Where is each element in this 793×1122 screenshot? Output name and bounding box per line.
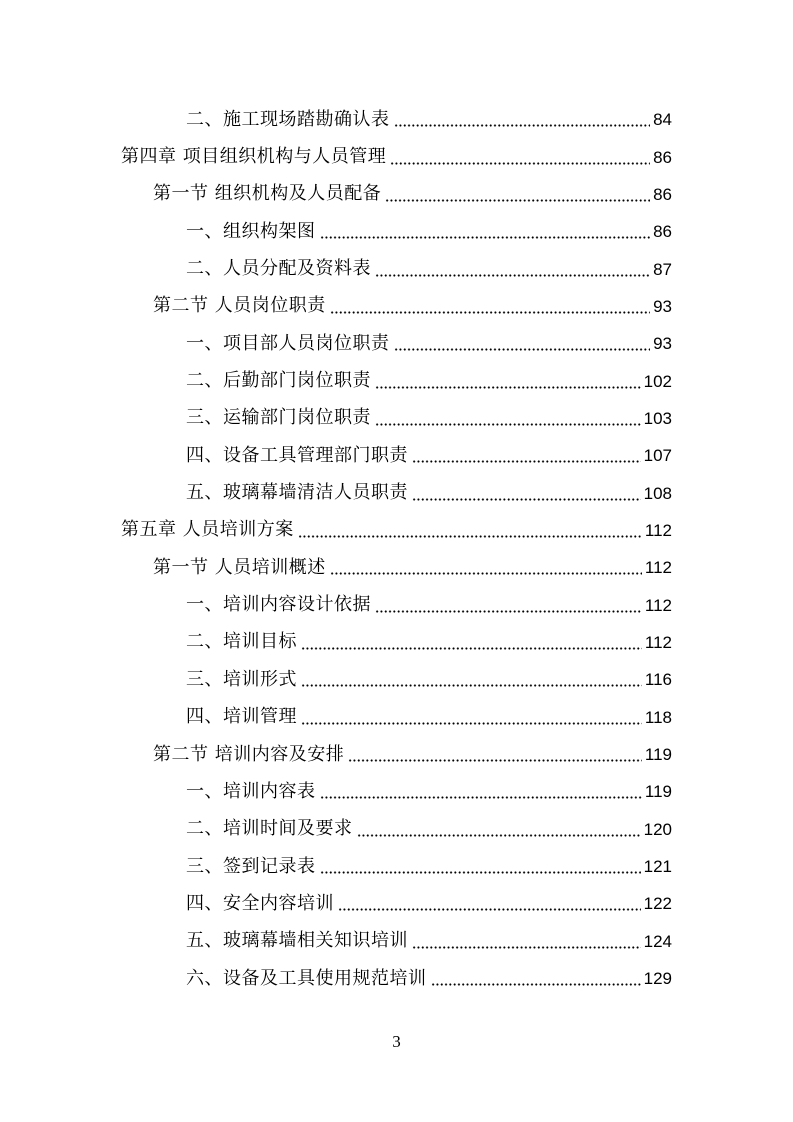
toc-entry-page-number: 119 (644, 782, 672, 802)
toc-entry-page-number: 86 (653, 147, 672, 167)
toc-entry[interactable] (0, 176, 793, 213)
toc-entry-title: 二、培训时间及要求 (186, 818, 353, 840)
toc-entry-title: 第五章 人员培训方案 (121, 519, 294, 541)
toc-entry-title: 一、组织构架图 (186, 220, 316, 242)
dot-leader (338, 908, 641, 911)
toc-entry[interactable] (0, 288, 793, 325)
toc-entry[interactable] (0, 960, 793, 997)
toc-entry-page-number: 93 (653, 296, 672, 316)
toc-entry[interactable] (0, 773, 793, 810)
toc-entry-title: 五、玻璃幕墙清洁人员职责 (186, 482, 408, 504)
toc-entry[interactable] (0, 624, 793, 661)
toc-entry-page-number: 93 (653, 334, 672, 354)
toc-entry-title: 第二节 人员岗位职责 (153, 295, 326, 317)
dot-leader (385, 199, 650, 202)
toc-entry-title: 二、施工现场踏勘确认表 (186, 108, 390, 130)
toc-entry[interactable] (0, 923, 793, 960)
toc-entry-page-number: 129 (643, 969, 672, 989)
toc-entry-page-number: 84 (653, 110, 672, 130)
dot-leader (412, 946, 641, 949)
dot-leader (330, 572, 642, 575)
toc-entry-title: 六、设备及工具使用规范培训 (186, 967, 427, 989)
toc-entry-page-number: 102 (643, 371, 672, 391)
toc-entry[interactable] (0, 400, 793, 437)
toc-entry-title: 一、培训内容表 (186, 780, 316, 802)
page-number: 3 (392, 1032, 401, 1051)
toc-entry-page-number: 112 (644, 595, 672, 615)
dot-leader (375, 386, 641, 389)
toc-entry[interactable] (0, 213, 793, 250)
toc-entry[interactable] (0, 512, 793, 549)
toc-entry-page-number: 87 (653, 259, 672, 279)
toc-entry[interactable] (0, 661, 793, 698)
toc-entry[interactable] (0, 101, 793, 138)
toc-entry-title: 四、设备工具管理部门职责 (186, 444, 408, 466)
dot-leader (298, 535, 642, 538)
toc-entry[interactable] (0, 250, 793, 287)
table-of-contents (0, 101, 793, 997)
toc-entry[interactable] (0, 474, 793, 511)
toc-entry-title: 一、培训内容设计依据 (186, 594, 371, 616)
toc-entry-title: 三、签到记录表 (186, 855, 316, 877)
toc-entry-title: 第一节 人员培训概述 (153, 556, 326, 578)
toc-entry-title: 二、人员分配及资料表 (186, 258, 371, 280)
dot-leader (431, 983, 641, 986)
toc-entry-page-number: 121 (643, 857, 672, 877)
toc-entry-page-number: 108 (643, 483, 672, 503)
dot-leader (375, 423, 641, 426)
toc-entry[interactable] (0, 586, 793, 623)
toc-entry[interactable] (0, 811, 793, 848)
toc-entry[interactable] (0, 138, 793, 175)
dot-leader (412, 460, 641, 463)
toc-entry[interactable] (0, 736, 793, 773)
toc-entry-title: 一、项目部人员岗位职责 (186, 332, 390, 354)
toc-entry-page-number: 124 (643, 931, 672, 951)
dot-leader (390, 162, 650, 165)
toc-entry-page-number: 112 (644, 558, 672, 578)
toc-entry-page-number: 112 (644, 520, 672, 540)
toc-entry-page-number: 103 (643, 408, 672, 428)
toc-entry-title: 第四章 项目组织机构与人员管理 (121, 146, 387, 168)
toc-entry-title: 三、培训形式 (186, 668, 297, 690)
toc-entry-page-number: 119 (644, 745, 672, 765)
toc-entry-title: 四、培训管理 (186, 706, 297, 728)
dot-leader (301, 722, 642, 725)
toc-entry[interactable] (0, 549, 793, 586)
toc-entry[interactable] (0, 362, 793, 399)
toc-entry-page-number: 120 (643, 819, 672, 839)
toc-entry-title: 四、安全内容培训 (186, 892, 334, 914)
dot-leader (394, 124, 651, 127)
toc-entry-title: 二、后勤部门岗位职责 (186, 370, 371, 392)
toc-entry-page-number: 112 (644, 632, 672, 652)
toc-entry-page-number: 107 (643, 446, 672, 466)
dot-leader (375, 610, 642, 613)
toc-entry[interactable] (0, 325, 793, 362)
toc-entry[interactable] (0, 699, 793, 736)
dot-leader (394, 348, 651, 351)
toc-entry[interactable] (0, 885, 793, 922)
toc-entry-page-number: 86 (653, 184, 672, 204)
toc-entry-page-number: 118 (644, 707, 672, 727)
toc-entry[interactable] (0, 848, 793, 885)
toc-entry-page-number: 86 (653, 222, 672, 242)
dot-leader (320, 796, 642, 799)
toc-entry-title: 五、玻璃幕墙相关知识培训 (186, 930, 408, 952)
toc-entry[interactable] (0, 437, 793, 474)
toc-entry-title: 第一节 组织机构及人员配备 (153, 183, 382, 205)
dot-leader (412, 498, 641, 501)
dot-leader (357, 834, 641, 837)
dot-leader (348, 759, 642, 762)
toc-entry-page-number: 122 (643, 894, 672, 914)
dot-leader (301, 684, 642, 687)
dot-leader (375, 274, 650, 277)
dot-leader (301, 647, 642, 650)
dot-leader (330, 311, 650, 314)
toc-entry-page-number: 116 (644, 670, 672, 690)
toc-entry-title: 第二节 培训内容及安排 (153, 743, 345, 765)
dot-leader (320, 236, 651, 239)
toc-entry-title: 二、培训目标 (186, 631, 297, 653)
dot-leader (320, 871, 641, 874)
toc-entry-title: 三、运输部门岗位职责 (186, 407, 371, 429)
